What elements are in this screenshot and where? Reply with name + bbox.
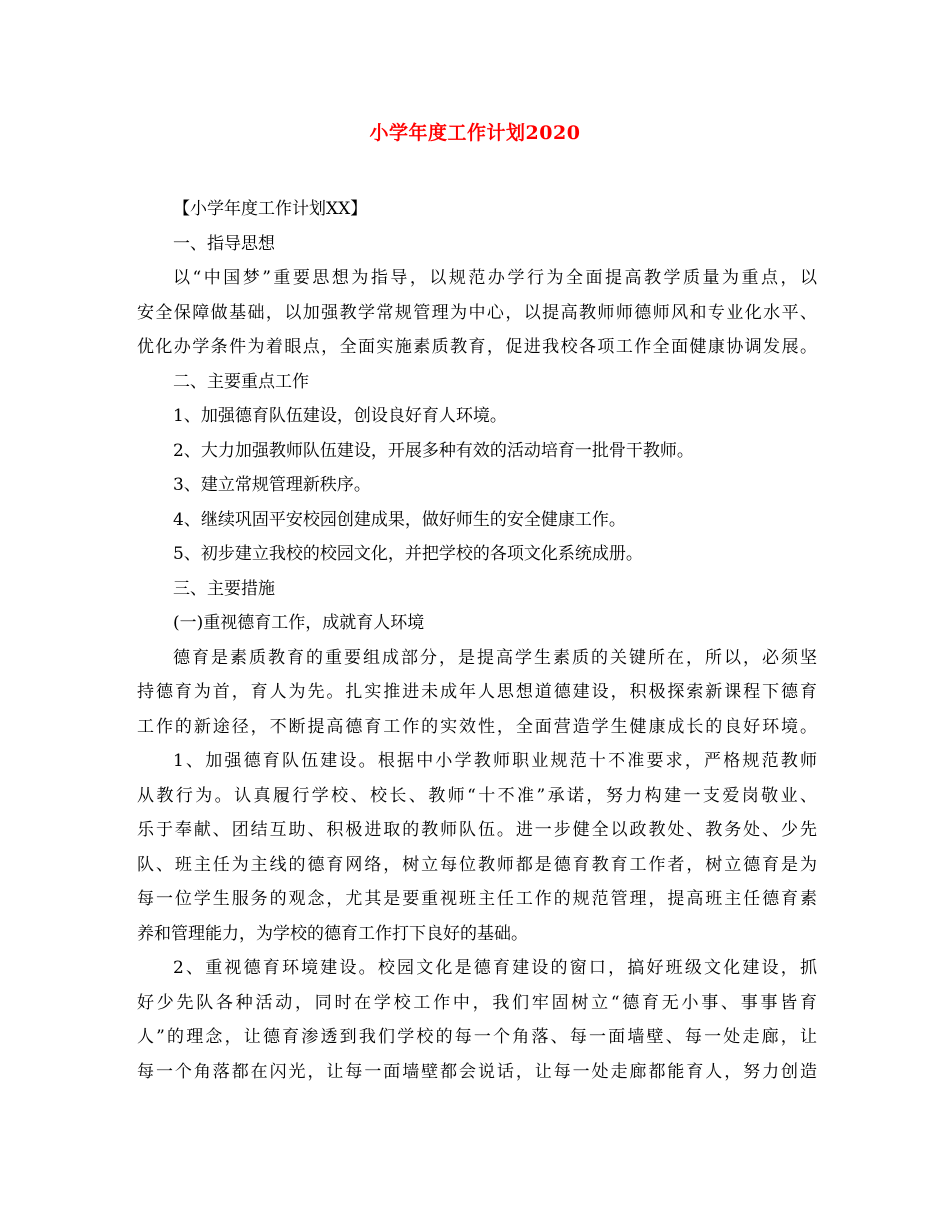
list-item: 4、继续巩固平安校园创建成果，做好师生的安全健康工作。 bbox=[173, 509, 626, 530]
list-item: 1、加强德育队伍建设，创设良好育人环境。 bbox=[173, 406, 507, 426]
sub-heading: (一)重视德育工作，成就育人环境 bbox=[173, 613, 425, 633]
paragraph-line: 每一个角落都在闪光，让每一面墙壁都会说话，让每一处走廊都能育人，努力创造 bbox=[137, 1061, 817, 1082]
paragraph-line: 德育是素质教育的重要组成部分，是提高学生素质的关键所在，所以，必须坚 bbox=[173, 647, 817, 668]
paragraph-line: 持德育为首，育人为先。扎实推进未成年人思想道德建设，积极探索新课程下德育 bbox=[137, 682, 817, 702]
section-2-heading: 二、主要重点工作 bbox=[173, 371, 309, 392]
bracket-heading: 【小学年度工作计划XX】 bbox=[173, 199, 368, 219]
paragraph-line: 养和管理能力，为学校的德育工作打下良好的基础。 bbox=[137, 923, 528, 944]
document-body bbox=[137, 192, 817, 1089]
paragraph-line: 从教行为。认真履行学校、校长、教师“十不准”承诺，努力构建一支爱岗敬业、 bbox=[137, 785, 817, 806]
section-1-heading: 一、指导思想 bbox=[173, 233, 275, 254]
list-item: 3、建立常规管理新秩序。 bbox=[173, 475, 371, 495]
list-item: 2、大力加强教师队伍建设，开展多种有效的活动培育一批骨干教师。 bbox=[173, 440, 694, 461]
list-item: 5、初步建立我校的校园文化，并把学校的各项文化系统成册。 bbox=[173, 544, 643, 564]
paragraph-line: 安全保障做基础，以加强教学常规管理为中心，以提高教师师德师风和专业化水平、 bbox=[137, 302, 817, 323]
paragraph-line: 2、重视德育环境建设。校园文化是德育建设的窗口，搞好班级文化建设，抓 bbox=[173, 958, 817, 978]
paragraph-line: 队、班主任为主线的德育网络，树立每位教师都是德育教育工作者，树立德育是为 bbox=[137, 854, 817, 875]
paragraph-line: 好少先队各种活动，同时在学校工作中，我们牢固树立“德育无小事、事事皆育 bbox=[137, 992, 817, 1013]
paragraph-line: 人”的理念，让德育渗透到我们学校的每一个角落、每一面墙壁、每一处走廊，让 bbox=[137, 1027, 817, 1047]
paragraph-line: 工作的新途径，不断提高德育工作的实效性，全面营造学生健康成长的良好环境。 bbox=[137, 716, 817, 737]
paragraph-line: 以“中国梦”重要思想为指导，以规范办学行为全面提高教学质量为重点，以 bbox=[173, 268, 817, 288]
paragraph-line: 优化办学条件为着眼点，全面实施素质教育，促进我校各项工作全面健康协调发展。 bbox=[137, 337, 817, 357]
paragraph-line: 乐于奉献、团结互助、积极进取的教师队伍。进一步健全以政教处、教务处、少先 bbox=[137, 820, 817, 840]
document-title: 小学年度工作计划2020 bbox=[369, 122, 581, 144]
paragraph-line: 每一位学生服务的观念，尤其是要重视班主任工作的规范管理，提高班主任德育素 bbox=[137, 889, 817, 909]
paragraph-line: 1、加强德育队伍建设。根据中小学教师职业规范十不准要求，严格规范教师 bbox=[173, 751, 817, 771]
section-3-heading: 三、主要措施 bbox=[173, 578, 275, 599]
